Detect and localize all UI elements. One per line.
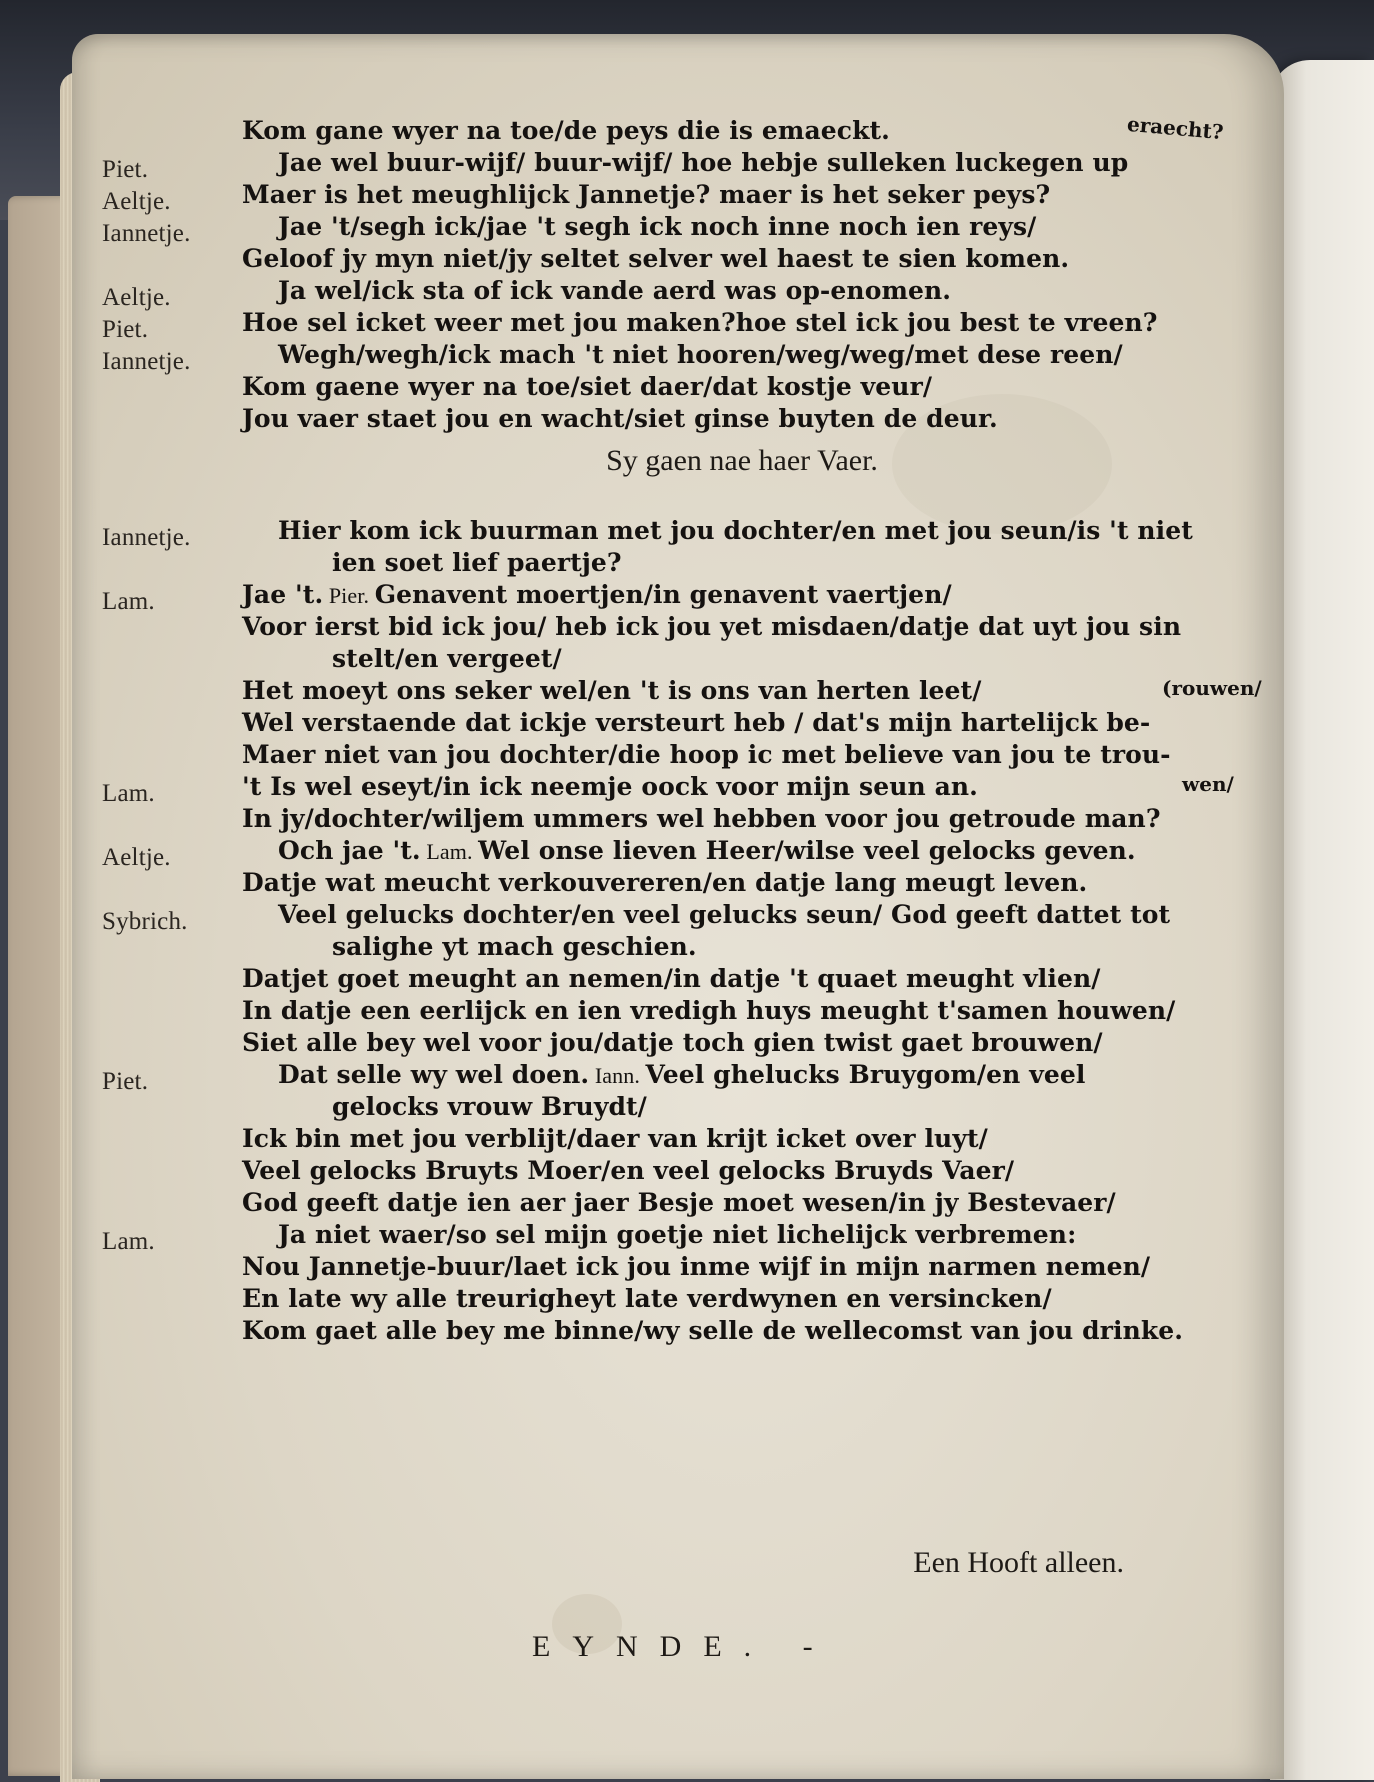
margin-note-wen: wen/	[1182, 772, 1234, 796]
verse-line	[102, 1156, 1262, 1188]
verse-text: Kom gaene wyer na toe/siet daer/dat kostje veur/	[242, 372, 933, 401]
verse-text: Dat selle wy wel doen. Iann. Veel ghelucks Bruygom/en veel	[278, 1060, 1086, 1089]
verse-line	[102, 212, 1262, 247]
verse-line	[102, 404, 1262, 436]
inline-speaker-name: Pier.	[323, 583, 375, 608]
verse-text: Ja niet waer/so sel mijn goetje niet lichelijck verbremen:	[278, 1220, 1077, 1249]
book-page	[72, 34, 1284, 1779]
inline-speaker-name: Iann.	[589, 1063, 646, 1088]
verse-line	[102, 340, 1262, 375]
verse-text: Ja wel/ick sta of ick vande aerd was op-enomen.	[278, 276, 952, 305]
verse-text: Och jae 't. Lam. Wel onse lieven Heer/wilse veel gelocks geven.	[278, 836, 1136, 865]
verse-line	[102, 836, 1262, 871]
end-word: EYNDE. -	[532, 1630, 835, 1663]
verse-text: Wegh/wegh/ick mach 't niet hooren/weg/weg/met dese reen/	[278, 340, 1123, 369]
verse-text: Kom gaet alle bey me binne/wy selle de wellecomst van jou drinke.	[242, 1316, 1184, 1345]
stage-direction: Sy gaen nae haer Vaer.	[606, 444, 878, 477]
verse-line	[102, 676, 1262, 708]
speaker-name: Iannetje.	[102, 524, 191, 551]
verse-text: gelocks vrouw Bruydt/	[332, 1092, 647, 1121]
verse-text: Hoe sel icket weer met jou maken?hoe stel ick jou best te vreen?	[242, 308, 1158, 337]
verse-line	[102, 1188, 1262, 1220]
verse-text: Hier kom ick buurman met jou dochter/en met jou seun/is 't niet	[278, 516, 1193, 545]
verse-text: 't Is wel eseyt/in ick neemje oock voor mijn seun an.	[242, 772, 978, 801]
verse-line	[102, 516, 1262, 551]
verse-line	[102, 1284, 1262, 1316]
verse-text: Geloof jy myn niet/jy seltet selver wel haest te sien komen.	[242, 244, 1070, 273]
verse-line	[102, 1092, 1262, 1124]
verse-text: Maer is het meughlijck Jannetje? maer is het seker peys?	[242, 180, 1051, 209]
verse-text: Jae 't. Pier. Genavent moertjen/in genavent vaertjen/	[242, 580, 952, 609]
verse-line	[102, 1316, 1262, 1348]
verse-text: Datjet goet meught an nemen/in datje 't quaet meught vlien/	[242, 964, 1101, 993]
speaker-name: Lam.	[102, 588, 155, 615]
verse-line	[102, 1124, 1262, 1156]
verse-text: stelt/en vergeet/	[332, 644, 562, 673]
verse-line	[102, 1028, 1262, 1060]
speaker-name: Aeltje.	[102, 188, 171, 215]
verse-line	[102, 804, 1262, 836]
speaker-name: Lam.	[102, 780, 155, 807]
verse-line	[102, 996, 1262, 1028]
verse-line	[102, 1348, 1262, 1380]
verse-line	[102, 548, 1262, 580]
verse-line	[102, 644, 1262, 676]
verse-text: Jou vaer staet jou en wacht/siet ginse buyten de deur.	[242, 404, 998, 433]
speaker-name: Aeltje.	[102, 284, 171, 311]
verse-text: God geeft datje ien aer jaer Besje moet wesen/in jy Bestevaer/	[242, 1188, 1116, 1217]
verse-line	[102, 772, 1262, 807]
margin-note-rouwen: (rouwen/	[1162, 676, 1262, 700]
speaker-name: Iannetje.	[102, 348, 191, 375]
verse-text: Wel verstaende dat ickje versteurt heb / dat's mijn hartelijck be-	[242, 708, 1151, 737]
verse-line	[102, 900, 1262, 935]
speaker-name: Iannetje.	[102, 220, 191, 247]
verse-text: In jy/dochter/wiljem ummers wel hebben voor jou getroude man?	[242, 804, 1161, 833]
verse-line	[102, 1252, 1262, 1284]
speaker-name: Piet.	[102, 156, 149, 183]
speaker-name: Lam.	[102, 1228, 155, 1255]
verse-line	[102, 964, 1262, 996]
verse-text: Ick bin met jou verblijt/daer van krijt icket over luyt/	[242, 1124, 988, 1153]
verse-text: Nou Jannetje-buur/laet ick jou inme wijf in mijn narmen nemen/	[242, 1252, 1151, 1281]
verse-line	[102, 708, 1262, 740]
verse-line	[102, 372, 1262, 404]
verse-line	[102, 740, 1262, 772]
closing-line: Een Hooft alleen.	[913, 1546, 1124, 1579]
text-block-bottom	[102, 516, 1262, 1380]
verse-text: Maer niet van jou dochter/die hoop ic met believe van jou te trou-	[242, 740, 1171, 769]
verse-text: Siet alle bey wel voor jou/datje toch gien twist gaet brouwen/	[242, 1028, 1103, 1057]
inline-speaker-name: Lam.	[420, 839, 479, 864]
speaker-name: Piet.	[102, 316, 149, 343]
verse-text: Veel gelucks dochter/en veel gelucks seun/ God geeft dattet tot	[278, 900, 1171, 929]
verse-text: Voor ierst bid ick jou/ heb ick jou yet misdaen/datje dat uyt jou sin	[242, 612, 1182, 641]
verse-text: Jae 't/segh ick/jae 't segh ick noch inne noch ien reys/	[278, 212, 1037, 241]
speaker-name: Sybrich.	[102, 908, 188, 935]
verse-line	[102, 244, 1262, 276]
margin-note-top: eraecht?	[1126, 111, 1225, 145]
verse-line	[102, 580, 1262, 615]
verse-line	[102, 1220, 1262, 1255]
verse-line	[102, 612, 1262, 644]
verse-line	[102, 868, 1262, 900]
verse-text: Jae wel buur-wijf/ buur-wijf/ hoe hebje sulleken luckegen up	[278, 148, 1129, 177]
verse-line	[102, 932, 1262, 964]
verse-text: En late wy alle treurigheyt late verdwynen en versincken/	[242, 1284, 1052, 1313]
verse-text: Het moeyt ons seker wel/en 't is ons van herten leet/	[242, 676, 982, 705]
verse-line	[102, 308, 1262, 343]
verse-text: Veel gelocks Bruyts Moer/en veel gelocks Bruyds Vaer/	[242, 1156, 1015, 1185]
verse-line	[102, 180, 1262, 215]
verse-text: ien soet lief paertje?	[332, 548, 622, 577]
verse-text: salighe yt mach geschien.	[332, 932, 697, 961]
text-block-top	[102, 116, 1262, 436]
verse-line	[102, 276, 1262, 311]
verse-line	[102, 1060, 1262, 1095]
facing-page-edge	[1270, 60, 1374, 1780]
verse-text: Datje wat meucht verkouvereren/en datje lang meugt leven.	[242, 868, 1088, 897]
speaker-name: Piet.	[102, 1068, 149, 1095]
verse-line	[102, 148, 1262, 183]
verse-text: In datje een eerlijck en ien vredigh huys meught t'samen houwen/	[242, 996, 1176, 1025]
speaker-name: Aeltje.	[102, 844, 171, 871]
verse-line	[102, 116, 1262, 148]
verse-text: Kom gane wyer na toe/de peys die is emaeckt.	[242, 116, 890, 145]
